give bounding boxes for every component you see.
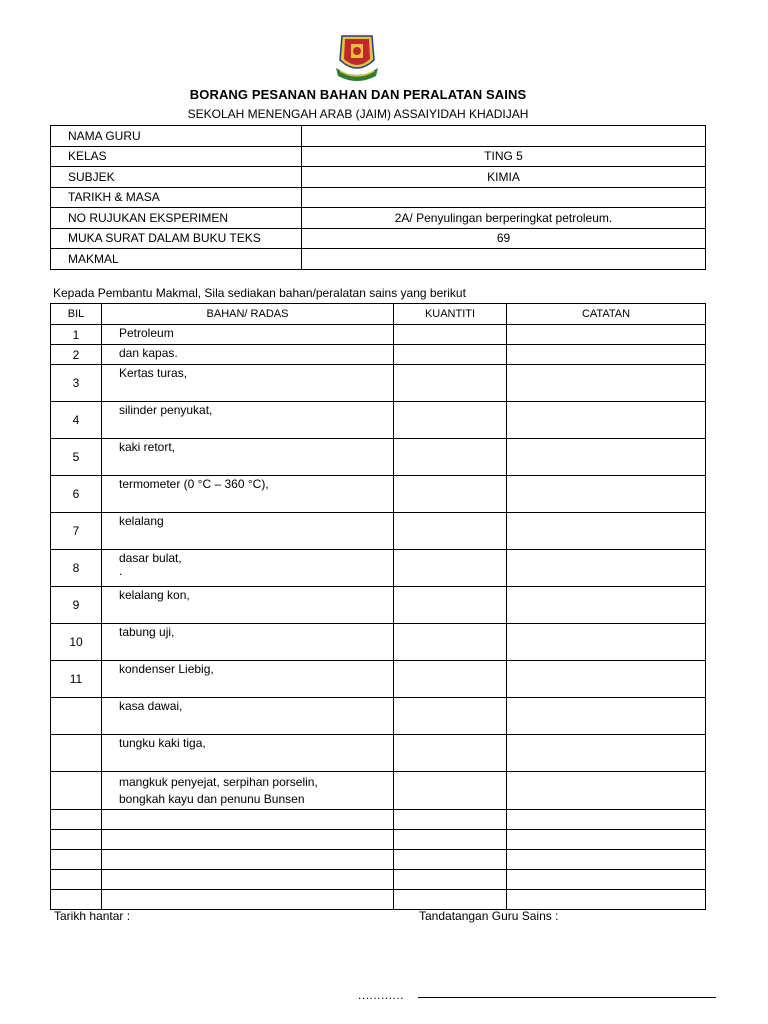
- item-qty-cell: [394, 550, 507, 587]
- item-notes-cell: [507, 735, 706, 772]
- item-qty-cell: [394, 513, 507, 550]
- item-number: 4: [51, 402, 102, 439]
- item-name-text: kondenser Liebig,: [119, 662, 214, 676]
- item-notes-cell: [507, 850, 706, 870]
- item-number: 6: [51, 476, 102, 513]
- item-notes-cell: [507, 550, 706, 587]
- table-row: [51, 325, 706, 345]
- school-crest-logo: [330, 30, 384, 84]
- item-notes-cell: [507, 870, 706, 890]
- table-row: [51, 345, 706, 365]
- item-qty-cell: [394, 587, 507, 624]
- item-number: 10: [51, 624, 102, 661]
- info-row-textbook-page: [51, 228, 706, 249]
- item-name-text: kelalang kon,: [119, 588, 190, 602]
- items-table: [50, 303, 706, 910]
- item-notes-cell: [507, 830, 706, 850]
- table-row: [51, 772, 706, 810]
- info-row-teacher: [51, 126, 706, 147]
- items-header-row: [51, 304, 706, 325]
- item-qty-cell: [394, 772, 507, 810]
- item-qty-cell: [394, 870, 507, 890]
- info-label: NO RUJUKAN EKSPERIMEN: [51, 208, 302, 229]
- item-name-text: dasar bulat,: [119, 551, 182, 565]
- table-row: [51, 402, 706, 439]
- item-number: [51, 698, 102, 735]
- item-qty-cell: [394, 830, 507, 850]
- table-row: [51, 735, 706, 772]
- item-number: 2: [51, 345, 102, 365]
- item-qty-cell: [394, 439, 507, 476]
- column-header-notes: CATATAN: [507, 304, 706, 325]
- item-name: [102, 476, 394, 513]
- item-notes-cell: [507, 587, 706, 624]
- item-name-cell: [102, 870, 394, 890]
- table-row: [51, 365, 706, 402]
- teacher-signature-label: Tandatangan Guru Sains :: [419, 909, 559, 923]
- date-sent-label: Tarikh hantar :: [54, 909, 131, 923]
- item-number: [51, 772, 102, 810]
- item-qty-cell: [394, 402, 507, 439]
- table-row: [51, 513, 706, 550]
- item-name: [102, 345, 394, 365]
- item-name-text: Kertas turas,: [119, 366, 188, 380]
- info-row-subject: [51, 167, 706, 188]
- item-qty-cell: [394, 850, 507, 870]
- item-name: [102, 365, 394, 402]
- table-row-empty: [51, 870, 706, 890]
- item-name-text: kaki retort,: [119, 440, 176, 454]
- item-name-cell: [102, 810, 394, 830]
- item-qty-cell: [394, 890, 507, 910]
- item-name-text: kasa dawai,: [119, 699, 183, 713]
- table-row-empty: [51, 850, 706, 870]
- column-header-bil: BIL: [51, 304, 102, 325]
- info-value: KIMIA: [302, 167, 706, 188]
- item-notes-cell: [507, 624, 706, 661]
- item-name-cell: [102, 850, 394, 870]
- item-number: [51, 735, 102, 772]
- item-number: 3: [51, 365, 102, 402]
- item-number-cell: [51, 890, 102, 910]
- item-name-cell: [102, 890, 394, 910]
- item-name: [102, 735, 394, 772]
- item-name: [102, 624, 394, 661]
- info-label: SUBJEK: [51, 167, 302, 188]
- column-header-qty: KUANTITI: [394, 304, 507, 325]
- table-row-empty: [51, 830, 706, 850]
- item-notes-cell: [507, 772, 706, 810]
- table-row: [51, 587, 706, 624]
- signature-dots: ............: [358, 988, 405, 1002]
- item-name-cell: [102, 830, 394, 850]
- item-name: [102, 325, 394, 345]
- item-number: 8: [51, 550, 102, 587]
- item-notes-cell: [507, 476, 706, 513]
- info-value: TING 5: [302, 146, 706, 167]
- item-notes-cell: [507, 345, 706, 365]
- signature-line: [418, 997, 716, 998]
- item-name-text: tabung uji,: [119, 625, 175, 639]
- item-notes-cell: [507, 890, 706, 910]
- item-name: [102, 439, 394, 476]
- info-label: NAMA GURU: [51, 126, 302, 147]
- info-label: KELAS: [51, 146, 302, 167]
- info-value: 69: [302, 228, 706, 249]
- item-name-extra-line: bongkah kayu dan penunu Bunsen: [119, 791, 305, 806]
- info-value: 2A/ Penyulingan berperingkat petroleum.: [302, 208, 706, 229]
- item-notes-cell: [507, 365, 706, 402]
- item-name-text: dan kapas.: [119, 346, 178, 360]
- item-qty-cell: [394, 365, 507, 402]
- item-number-cell: [51, 850, 102, 870]
- item-qty-cell: [394, 735, 507, 772]
- item-name-text: termometer (0 °C – 360 °C),: [119, 477, 269, 491]
- item-name: [102, 661, 394, 698]
- table-row: [51, 476, 706, 513]
- item-name: [102, 772, 394, 810]
- item-name: [102, 513, 394, 550]
- item-number: 7: [51, 513, 102, 550]
- item-qty-cell: [394, 476, 507, 513]
- column-header-item: BAHAN/ RADAS: [102, 304, 394, 325]
- item-number: 9: [51, 587, 102, 624]
- item-number: 11: [51, 661, 102, 698]
- item-notes-cell: [507, 325, 706, 345]
- item-number: 1: [51, 325, 102, 345]
- item-name-text: silinder penyukat,: [119, 403, 213, 417]
- item-notes-cell: [507, 513, 706, 550]
- table-row: [51, 550, 706, 587]
- item-number-cell: [51, 830, 102, 850]
- table-row: [51, 439, 706, 476]
- item-name-text: Petroleum: [119, 326, 174, 340]
- item-name-text: mangkuk penyejat, serpihan porselin,: [119, 774, 318, 789]
- item-notes-cell: [507, 402, 706, 439]
- item-name-text: tungku kaki tiga,: [119, 736, 206, 750]
- item-qty-cell: [394, 325, 507, 345]
- item-notes-cell: [507, 698, 706, 735]
- item-notes-cell: [507, 439, 706, 476]
- item-name: [102, 402, 394, 439]
- info-row-datetime: [51, 187, 706, 208]
- info-value: [302, 249, 706, 270]
- table-row-empty: [51, 890, 706, 910]
- info-table: [50, 125, 706, 270]
- item-qty-cell: [394, 624, 507, 661]
- info-row-class: [51, 146, 706, 167]
- info-value: [302, 187, 706, 208]
- table-row: [51, 698, 706, 735]
- item-notes-cell: [507, 810, 706, 830]
- item-qty-cell: [394, 661, 507, 698]
- form-title: BORANG PESANAN BAHAN DAN PERALATAN SAINS: [189, 87, 527, 102]
- item-name-extra-line: .: [119, 564, 123, 578]
- item-qty-cell: [394, 345, 507, 365]
- table-row: [51, 624, 706, 661]
- item-name: [102, 698, 394, 735]
- item-name: [102, 550, 394, 587]
- item-number: 5: [51, 439, 102, 476]
- intro-text: Kepada Pembantu Makmal, Sila sediakan bahan/peralatan sains yang berikut: [53, 286, 466, 300]
- info-label: MAKMAL: [51, 249, 302, 270]
- table-row: [51, 661, 706, 698]
- item-notes-cell: [507, 661, 706, 698]
- info-row-lab: [51, 249, 706, 270]
- info-label: MUKA SURAT DALAM BUKU TEKS: [51, 228, 302, 249]
- info-value: [302, 126, 706, 147]
- item-name: [102, 587, 394, 624]
- item-qty-cell: [394, 698, 507, 735]
- table-row-empty: [51, 810, 706, 830]
- item-number-cell: [51, 870, 102, 890]
- info-row-experiment-ref: [51, 208, 706, 229]
- item-qty-cell: [394, 810, 507, 830]
- item-name-text: kelalang: [119, 514, 164, 528]
- item-number-cell: [51, 810, 102, 830]
- info-label: TARIKH & MASA: [51, 187, 302, 208]
- school-name: SEKOLAH MENENGAH ARAB (JAIM) ASSAIYIDAH KHADIJAH: [187, 107, 529, 121]
